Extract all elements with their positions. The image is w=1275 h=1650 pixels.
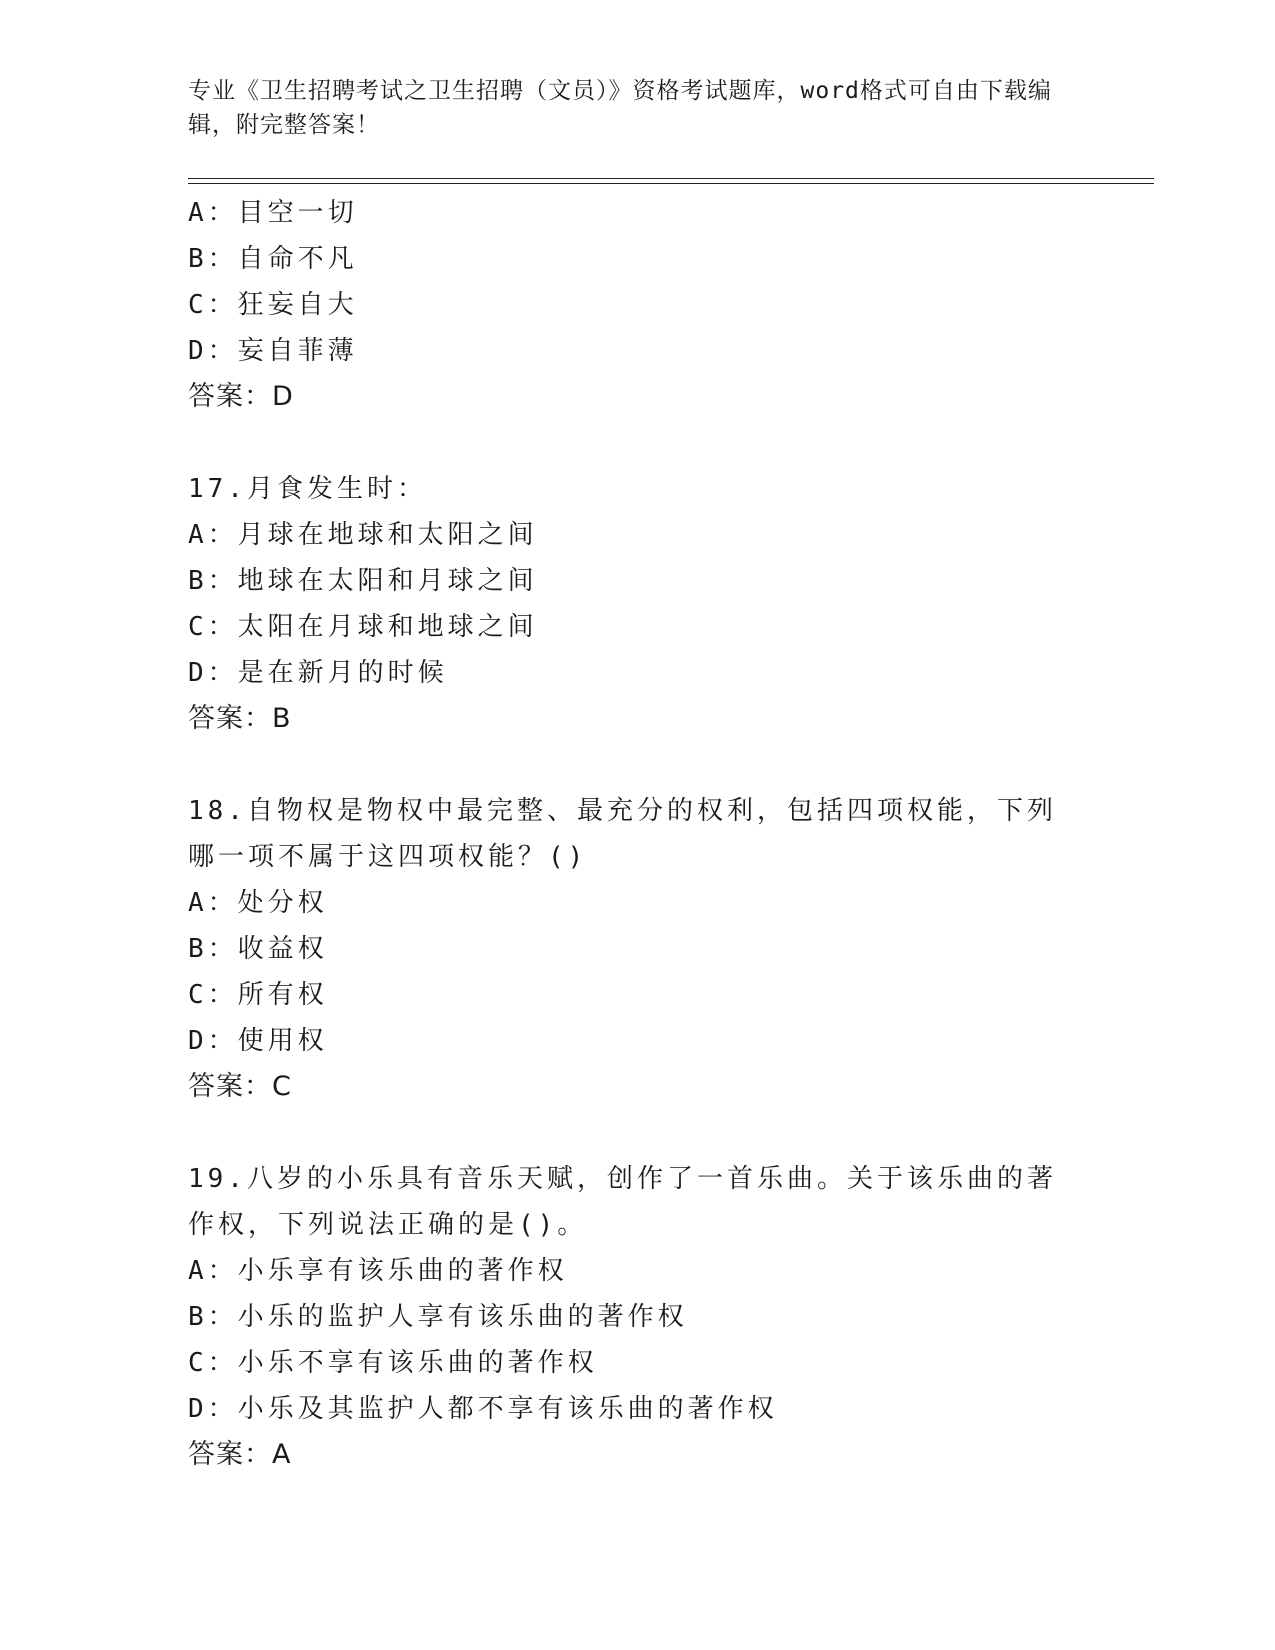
- option-d: D：是在新月的时候: [188, 658, 448, 688]
- question-stem: 18.自物权是物权中最完整、最充分的权利，包括四项权能，下列哪一项不属于这四项权能？(): [188, 796, 1057, 872]
- question-stem: 19.八岁的小乐具有音乐天赋，创作了一首乐曲。关于该乐曲的著作权，下列说法正确的是()。: [188, 1164, 1057, 1240]
- spacer: [188, 1110, 1088, 1156]
- header-divider-top: [188, 178, 1154, 179]
- option-b: B：小乐的监护人享有该乐曲的著作权: [188, 1302, 688, 1332]
- option-d: D：使用权: [188, 1026, 328, 1056]
- question-list: [188, 190, 1088, 1478]
- option-a: A：处分权: [188, 888, 328, 918]
- option-a: A：月球在地球和太阳之间: [188, 520, 538, 550]
- option-b: B：自命不凡: [188, 244, 358, 274]
- option-c: C：所有权: [188, 980, 328, 1010]
- question-16: [188, 190, 1088, 420]
- option-d: D：妄自菲薄: [188, 336, 358, 366]
- answer-line: 答案：B: [188, 703, 292, 734]
- answer-line: 答案：A: [188, 1439, 292, 1470]
- answer-line: 答案：D: [188, 381, 294, 412]
- header-divider-bottom: [188, 183, 1154, 184]
- question-18: [188, 788, 1088, 1110]
- option-a: A：目空一切: [188, 198, 358, 228]
- option-b: B：地球在太阳和月球之间: [188, 566, 538, 596]
- option-c: C：太阳在月球和地球之间: [188, 612, 538, 642]
- option-a: A：小乐享有该乐曲的著作权: [188, 1256, 568, 1286]
- spacer: [188, 420, 1088, 466]
- document-header: 专业《卫生招聘考试之卫生招聘（文员）》资格考试题库，word格式可自由下载编辑，附完整答案！: [188, 78, 1052, 138]
- option-c: C：狂妄自大: [188, 290, 358, 320]
- question-stem: 17.月食发生时：: [188, 474, 427, 504]
- question-17: [188, 466, 1088, 742]
- option-b: B：收益权: [188, 934, 328, 964]
- question-19: [188, 1156, 1088, 1478]
- option-c: C：小乐不享有该乐曲的著作权: [188, 1348, 598, 1378]
- answer-line: 答案：C: [188, 1071, 292, 1102]
- spacer: [188, 742, 1088, 788]
- option-d: D：小乐及其监护人都不享有该乐曲的著作权: [188, 1394, 778, 1424]
